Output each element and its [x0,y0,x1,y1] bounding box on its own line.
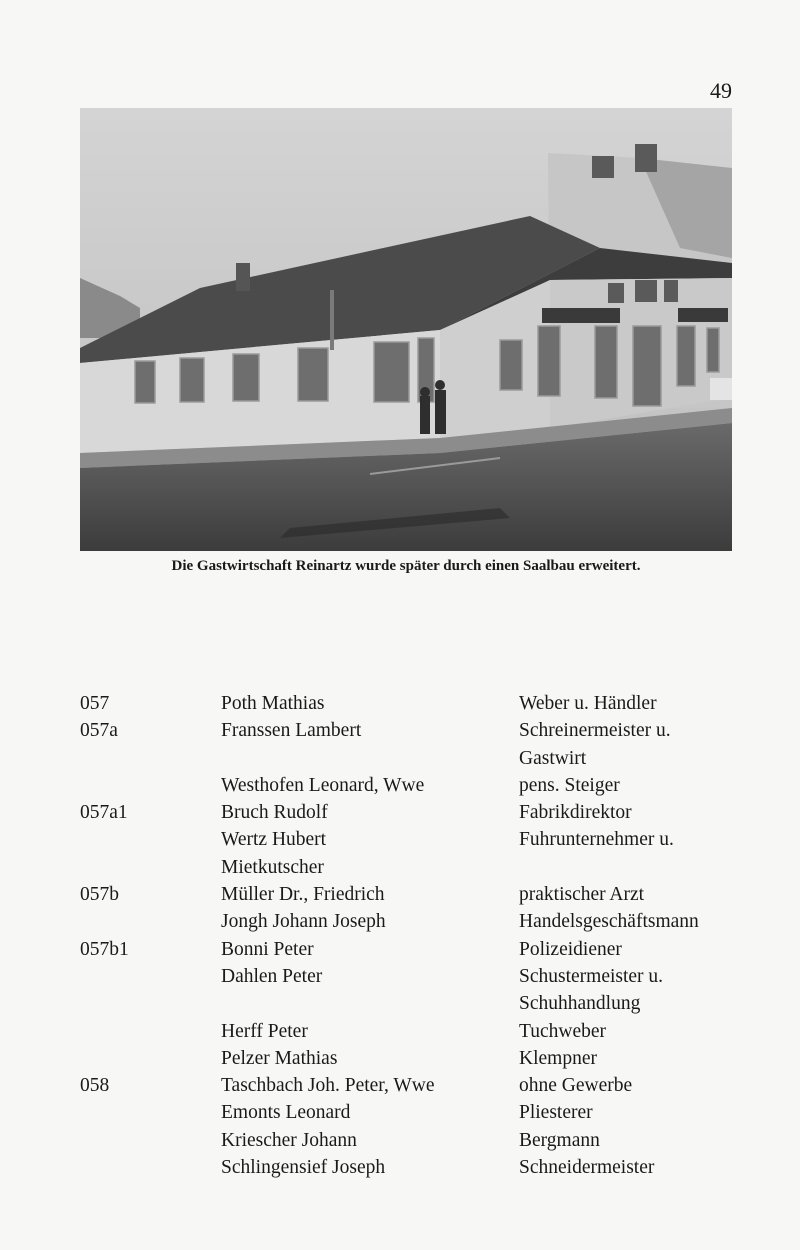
occupation: praktischer Arzt [519,884,645,906]
occupation: Fabrikdirektor [519,802,632,824]
occupation: Klempner [519,1047,597,1069]
occupation: Schuhhandlung [519,993,641,1015]
listing-row [80,936,740,963]
listing-row [80,826,740,853]
resident-name: Taschbach Joh. Peter, Wwe [221,1075,435,1097]
listing-row [80,1045,740,1072]
listing-row [80,908,740,935]
occupation: Handelsgeschäftsmann [519,911,699,933]
resident-name: Mietkutscher [221,856,324,878]
occupation: Polizeidiener [519,938,622,960]
house-number: 057b [80,884,119,906]
occupation: Schustermeister u. [519,965,664,987]
occupation: Schreinermeister u. [519,720,671,742]
listing-row [80,963,740,990]
occupation: pens. Steiger [519,774,620,796]
resident-name: Müller Dr., Friedrich [221,884,385,906]
resident-name: Bruch Rudolf [221,802,328,824]
occupation: Tuchweber [519,1020,607,1042]
occupation: Bergmann [519,1129,600,1151]
listing-row [80,1072,740,1099]
house-number: 057a1 [80,802,128,824]
building-photograph [80,108,732,551]
house-number: 057 [80,693,110,714]
house-number: 057a [80,720,118,742]
resident-name: Pelzer Mathias [221,1047,338,1069]
listing-row [80,881,740,908]
listing-row [80,745,740,772]
listing-row [80,799,740,826]
resident-name: Bonni Peter [221,938,314,960]
resident-name: Franssen Lambert [221,720,362,742]
house-number: 058 [80,1075,110,1097]
listing-row [80,1018,740,1045]
resident-name: Jongh Johann Joseph [221,911,386,933]
page-number: 49 [710,78,732,103]
occupation: Pliesterer [519,1102,593,1124]
occupation: Gastwirt [519,747,587,769]
resident-listing [80,690,740,1181]
listing-row [80,1127,740,1154]
photo-caption: Die Gastwirtschaft Reinartz wurde später durch einen Saalbau erweitert. [171,558,641,574]
listing-row [80,1099,740,1126]
house-number: 057b1 [80,938,129,960]
resident-name: Kriescher Johann [221,1129,357,1151]
resident-name: Dahlen Peter [221,965,323,987]
occupation: Schneidermeister [519,1157,655,1179]
resident-name: Poth Mathias [221,693,325,714]
listing-row [80,772,740,799]
listing-row [80,690,740,717]
listing-row [80,1154,740,1181]
listing-row [80,854,740,881]
listing-row [80,990,740,1017]
resident-name: Westhofen Leonard, Wwe [221,774,425,796]
listing-row [80,717,740,744]
occupation: Fuhrunternehmer u. [519,829,674,851]
resident-name: Emonts Leonard [221,1102,351,1124]
resident-name: Schlingensief Joseph [221,1157,386,1179]
occupation: ohne Gewerbe [519,1075,633,1097]
resident-name: Herff Peter [221,1020,308,1042]
resident-name: Wertz Hubert [221,829,327,851]
occupation: Weber u. Händler [519,693,657,714]
photograph-image [80,108,732,551]
